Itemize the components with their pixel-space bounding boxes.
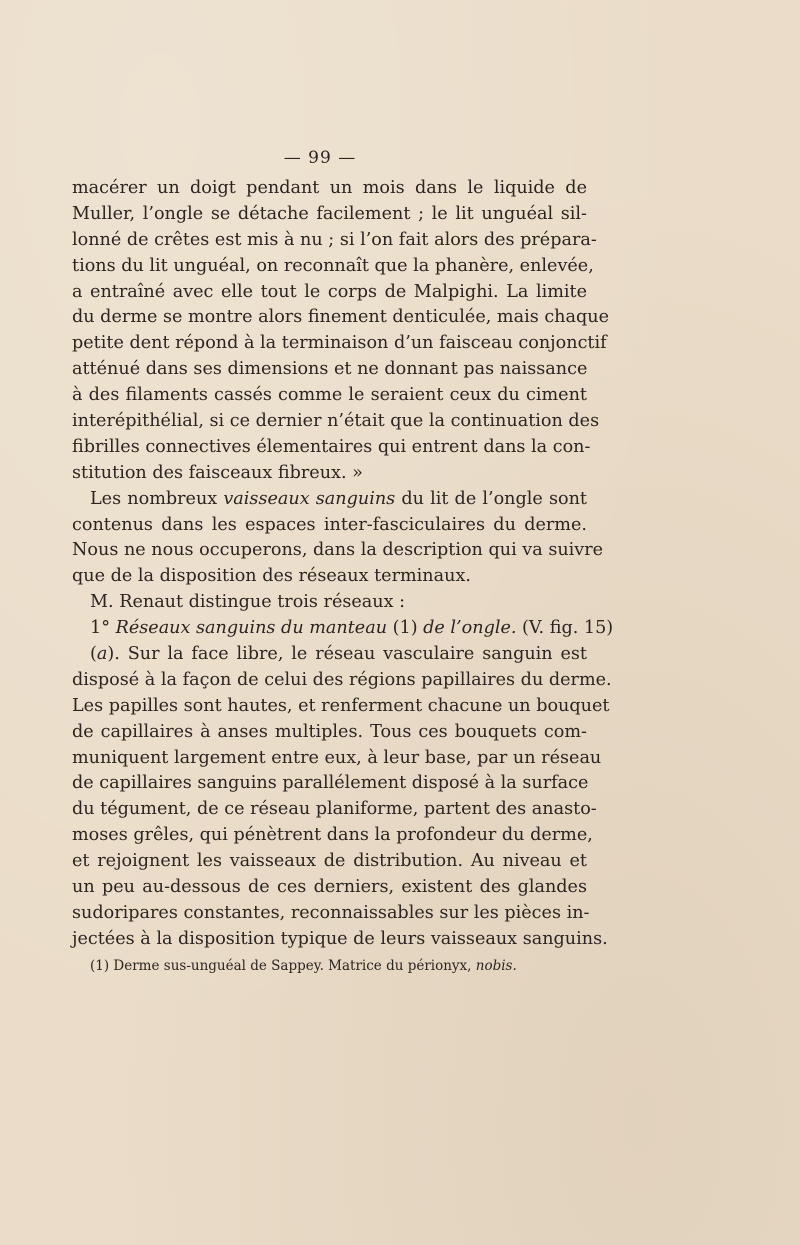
text-run: Les nombreux	[90, 488, 224, 509]
text-run: du tégument, de ce réseau planiforme, partent des anasto-	[72, 799, 597, 820]
italic-text: Réseaux sanguins du manteau	[115, 618, 388, 639]
text-run: (1)	[387, 618, 424, 639]
text-line	[72, 927, 608, 953]
text-run: du lit de l’ongle sont	[395, 488, 587, 509]
italic-text: vaisseaux sanguins	[223, 488, 396, 509]
text-line	[72, 176, 587, 202]
text-run: macérer un doigt pendant un mois dans le liquide de	[72, 178, 587, 198]
text-run: (	[90, 644, 97, 665]
text-line	[72, 383, 587, 409]
text-run: petite dent répond à la terminaison d’un faisceau conjonctif	[72, 333, 607, 354]
text-line	[72, 823, 593, 849]
text-run: à des filaments cassés comme le seraient ceux du ciment	[72, 385, 587, 406]
text-line	[72, 849, 587, 875]
text-line	[72, 228, 597, 254]
text-run: de capillaires à anses multiples. Tous ces bouquets com-	[72, 721, 587, 742]
text-run: (V. fig. 15)	[516, 618, 614, 639]
text-run: un peu au-dessous de ces derniers, existent des glandes	[72, 877, 587, 898]
text-line	[72, 461, 587, 487]
text-run: Nous ne nous occuperons, dans la description qui va suivre	[72, 540, 604, 561]
text-run: 1°	[90, 618, 116, 639]
text-line	[72, 642, 587, 668]
italic-text: de l’ongle.	[423, 618, 517, 639]
text-line	[72, 254, 594, 280]
text-line	[72, 746, 602, 772]
text-line	[72, 487, 587, 513]
text-line	[72, 797, 597, 823]
italic-text: nobis.	[475, 958, 517, 974]
text-run: interépithélial, si ce dernier n’était que la continuation des	[72, 411, 600, 432]
text-run: de capillaires sanguins parallélement disposé à la surface	[72, 773, 589, 794]
text-run: stitution des faisceaux fibreux. »	[72, 462, 363, 483]
text-line	[72, 564, 587, 590]
text-run: moses grêles, qui pénètrent dans la profondeur du derme,	[72, 825, 593, 846]
text-run: et rejoignent les vaisseaux de distribution. Au niveau et	[72, 851, 587, 872]
text-line	[72, 331, 607, 357]
text-run: tions du lit unguéal, on reconnaît que la phanère, enlevée,	[72, 255, 594, 276]
text-run: Les papilles sont hautes, et renferment chacune un bouquet	[72, 695, 610, 716]
text-run: sudoripares constantes, reconnaissables sur les pièces in-	[72, 902, 590, 923]
text-line	[72, 202, 587, 228]
text-line	[72, 305, 610, 331]
text-line	[72, 668, 612, 694]
text-line	[72, 538, 604, 564]
footnote	[90, 958, 517, 974]
text-run: disposé à la façon de celui des régions papillaires du derme.	[72, 669, 612, 690]
text-run: ). Sur la face libre, le réseau vasculaire sanguin est	[107, 644, 587, 665]
text-run: atténué dans ses dimensions et ne donnant pas naissance	[72, 359, 588, 380]
text-line	[72, 280, 587, 306]
text-run: M. Renaut distingue trois réseaux :	[90, 592, 406, 613]
text-line	[72, 590, 587, 616]
text-run: contenus dans les espaces inter-fasciculaires du derme.	[72, 514, 587, 535]
text-run: que de la disposition des réseaux terminaux.	[72, 566, 471, 587]
text-run: Muller, l’ongle se détache facilement ; le lit unguéal sil-	[72, 203, 587, 224]
text-run: fibrilles connectives élementaires qui entrent dans la con-	[72, 436, 591, 457]
text-run: a entraîné avec elle tout le corps de Malpighi. La limite	[72, 281, 587, 302]
body-text	[72, 176, 614, 953]
text-line	[72, 435, 591, 461]
text-line	[72, 901, 590, 927]
text-run: jectées à la disposition typique de leurs vaisseaux sanguins.	[72, 928, 608, 949]
text-line	[72, 771, 587, 797]
text-run: muniquent largement entre eux, à leur base, par un réseau	[72, 747, 602, 768]
text-line	[72, 694, 610, 720]
text-line	[72, 616, 614, 642]
page-number: — 99 —	[283, 148, 357, 168]
text-line	[72, 513, 587, 539]
italic-text: a	[96, 644, 108, 665]
text-run: (1) Derme sus-unguéal de Sappey. Matrice du périonyx,	[90, 958, 476, 974]
text-line	[72, 409, 600, 435]
text-line	[72, 875, 587, 901]
text-run: du derme se montre alors finement denticulée, mais chaque	[72, 307, 610, 328]
text-line	[72, 720, 587, 746]
text-line	[72, 357, 587, 383]
text-run: lonné de crêtes est mis à nu ; si l’on fait alors des prépara-	[72, 229, 597, 250]
